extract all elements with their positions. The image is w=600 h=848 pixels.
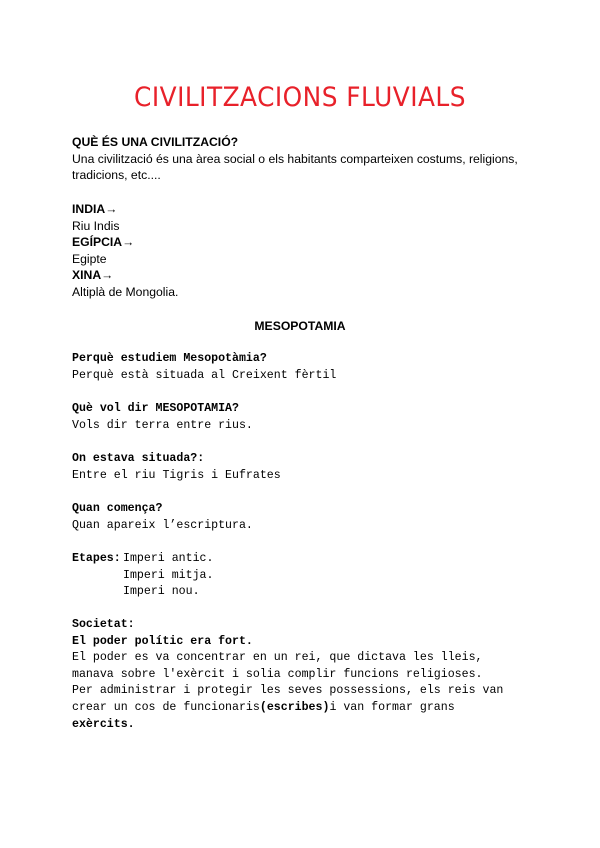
societat-paragraph-line: manava sobre l'exèrcit i solia complir funcions religioses. — [72, 667, 483, 681]
qa-item — [72, 501, 532, 534]
answer: Entre el riu Tigris i Eufrates — [72, 468, 281, 482]
arrow-icon: → — [101, 268, 114, 282]
etapes-row — [72, 551, 532, 601]
document-title: CIVILITZACIONS FLUVIALS — [134, 82, 466, 113]
question: Perquè estudiem Mesopotàmia? — [72, 352, 267, 365]
etapes-list — [123, 551, 532, 601]
intro-text-line-2: tradicions, etc.... — [72, 168, 161, 182]
intro-heading: QUÈ ÉS UNA CIVILITZACIÓ? — [72, 135, 239, 149]
societat-subtitle: El poder polític era fort. — [72, 634, 253, 648]
etapes-label: Etapes: — [72, 552, 121, 565]
civilization-heading: INDIA→ — [72, 202, 118, 216]
societat-section — [72, 617, 542, 733]
answer: Quan apareix l’escriptura. — [72, 518, 253, 532]
civilization-river: Egipte — [72, 251, 107, 266]
answer: Vols dir terra entre rius. — [72, 418, 253, 432]
section-title: MESOPOTAMIA — [254, 319, 346, 333]
societat-paragraph-line: Per administrar i protegir les seves possessions, els reis van — [72, 684, 504, 698]
civilization-river: Altiplà de Mongolia. — [72, 284, 179, 299]
civilization-heading: XINA→ — [72, 268, 114, 282]
qa-item — [72, 351, 532, 384]
answer: Perquè està situada al Creixent fèrtil — [72, 368, 337, 382]
societat-paragraph-line: exèrcits. — [72, 717, 135, 731]
qa-item — [72, 451, 532, 484]
societat-paragraph-line: El poder es va concentrar en un rei, que dictava les lleis, — [72, 651, 483, 665]
civilization-heading: EGÍPCIA→ — [72, 235, 135, 249]
civilization-river: Riu Indis — [72, 218, 120, 233]
intro-section — [72, 134, 532, 184]
etapa-item: Imperi nou. — [123, 585, 200, 599]
question: Quan comença? — [72, 502, 163, 515]
societat-label: Societat: — [72, 618, 135, 631]
etapa-item: Imperi antic. — [123, 552, 214, 565]
intro-text-line-1: Una civilització és una àrea social o els habitants comparteixen costums, religions, — [72, 151, 518, 166]
civilizations-list — [72, 201, 532, 300]
arrow-icon: → — [122, 235, 135, 249]
question: On estava situada?: — [72, 452, 205, 465]
escribes-term: (escribes) — [259, 700, 330, 714]
arrow-icon: → — [105, 202, 118, 216]
question: Què vol dir MESOPOTAMIA? — [72, 402, 239, 415]
societat-paragraph-line: crear un cos de funcionaris(escribes)i van formar grans — [72, 700, 455, 714]
etapa-item: Imperi mitja. — [123, 568, 214, 582]
etapes-section — [72, 551, 532, 601]
qa-item — [72, 401, 532, 434]
